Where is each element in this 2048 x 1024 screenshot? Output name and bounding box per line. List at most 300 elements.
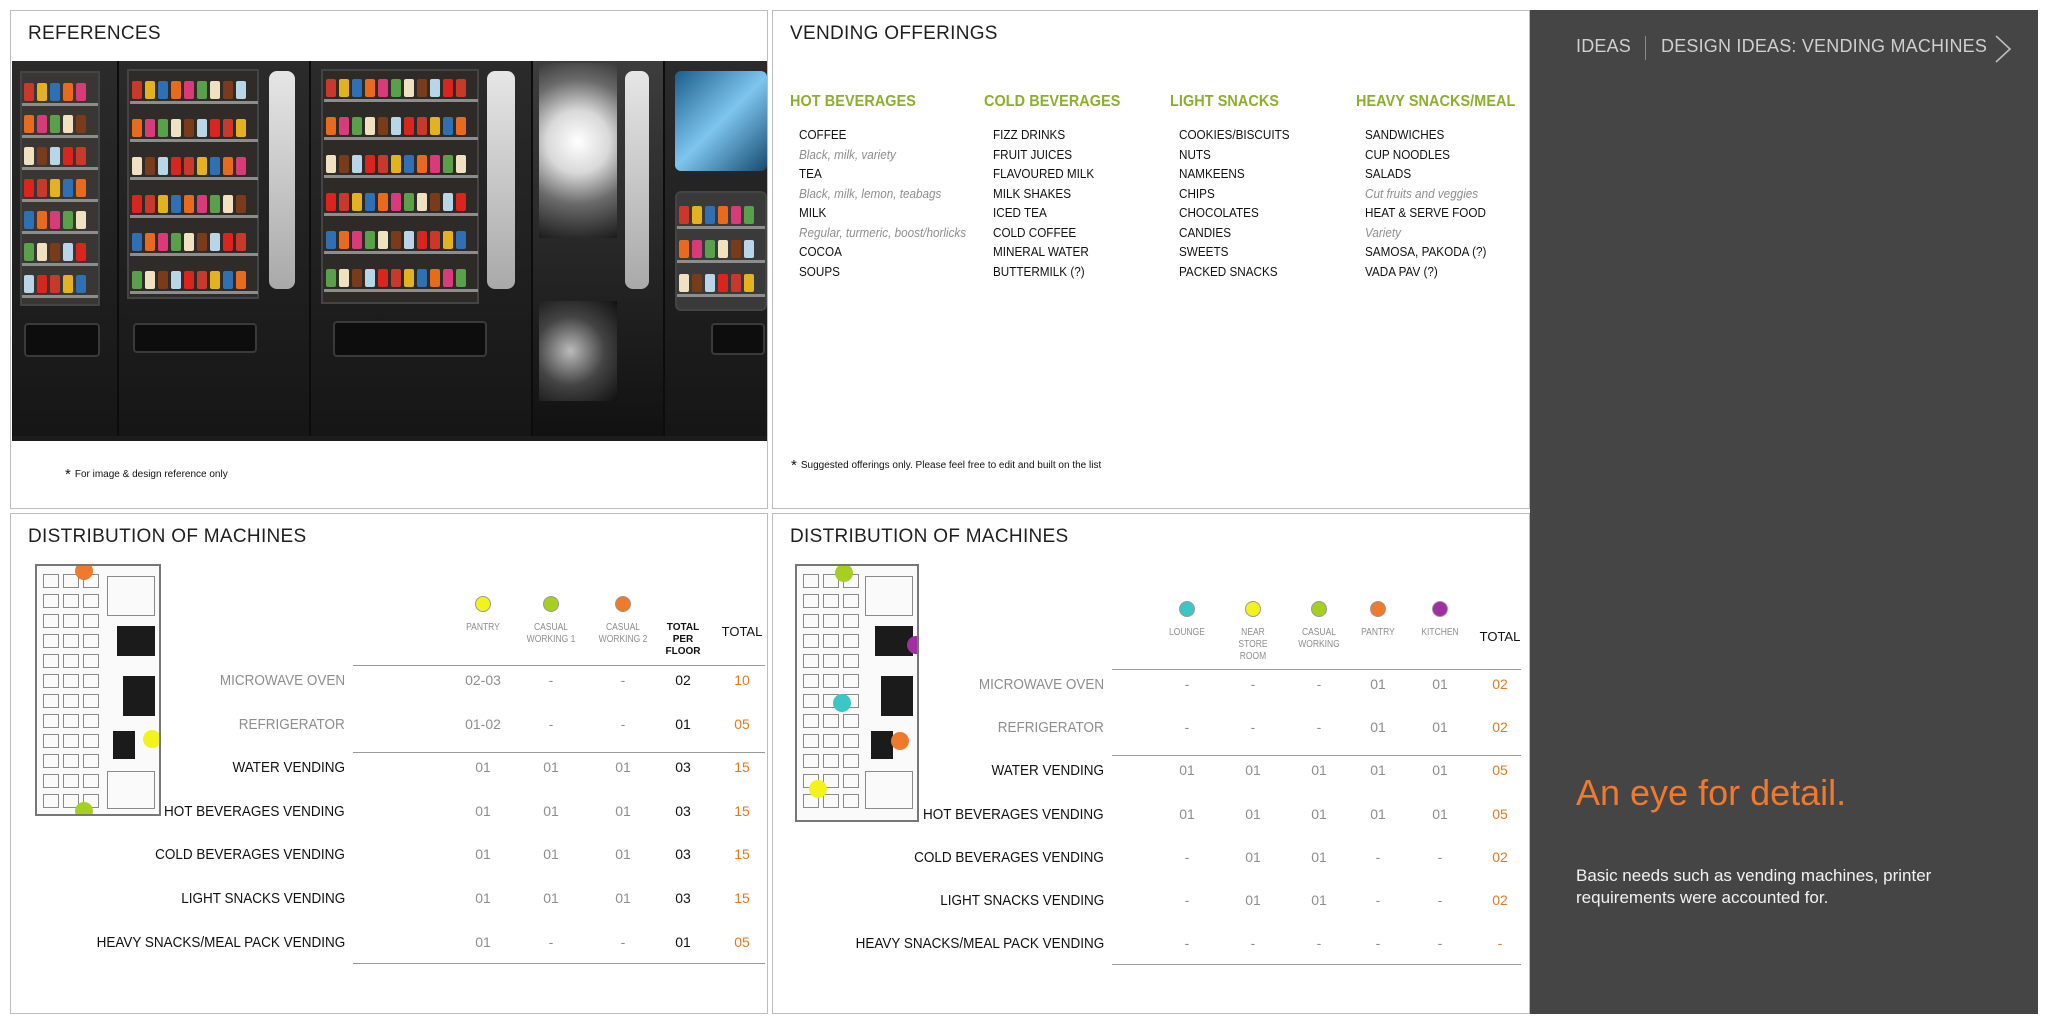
total-per-floor-cell: 01 xyxy=(675,715,691,732)
product xyxy=(718,240,728,258)
table-cell: - xyxy=(1316,935,1322,952)
product xyxy=(456,79,466,97)
product xyxy=(236,157,246,175)
product xyxy=(404,79,414,97)
shelf xyxy=(130,101,258,104)
row-label: WATER VENDING xyxy=(991,762,1104,780)
row-label: WATER VENDING xyxy=(232,759,345,777)
product xyxy=(378,117,388,135)
product xyxy=(63,243,73,261)
column-header-total-per-floor: TOTAL PER FLOOR xyxy=(665,622,701,657)
product xyxy=(50,275,60,293)
total-cell: 05 xyxy=(1492,805,1508,822)
vending-offerings-panel xyxy=(772,10,1530,509)
table-cell: 01 xyxy=(615,759,631,776)
product xyxy=(326,231,336,249)
product xyxy=(50,115,60,133)
product xyxy=(692,206,702,224)
table-cell: 01 xyxy=(1311,805,1327,822)
table-cell: 01 xyxy=(1245,762,1261,779)
product xyxy=(326,79,336,97)
product xyxy=(391,117,401,135)
product xyxy=(37,243,47,261)
desk-cluster xyxy=(803,574,819,588)
desk-cluster xyxy=(823,714,839,728)
chevron-right-icon[interactable] xyxy=(1992,34,2014,64)
table-cell: 01 xyxy=(543,802,559,819)
product xyxy=(456,117,466,135)
offering-note: Cut fruits and veggies xyxy=(1365,185,1479,201)
total-cell: 15 xyxy=(734,759,750,776)
product xyxy=(339,269,349,287)
offering-item: COLD COFFEE xyxy=(993,224,1077,240)
desk-cluster xyxy=(63,754,79,768)
desk-cluster xyxy=(83,654,99,668)
product xyxy=(456,155,466,173)
desk-cluster xyxy=(43,614,59,628)
product xyxy=(365,193,375,211)
legend-dot xyxy=(1245,601,1261,617)
product xyxy=(210,271,220,289)
column-header: LOUNGE xyxy=(1169,627,1205,638)
table-cell: - xyxy=(1375,848,1381,865)
table-divider xyxy=(1112,964,1521,965)
product xyxy=(171,81,181,99)
offering-item: CANDIES xyxy=(1179,224,1232,240)
row-label: REFRIGERATOR xyxy=(997,719,1104,737)
desk-cluster xyxy=(823,794,839,808)
product xyxy=(404,269,414,287)
location-marker xyxy=(75,802,93,816)
product xyxy=(210,195,220,213)
row-label: HOT BEVERAGES VENDING xyxy=(164,802,345,820)
table-cell: 01 xyxy=(475,759,491,776)
product xyxy=(37,211,47,229)
table-cell: 01 xyxy=(1432,762,1448,779)
shelf xyxy=(677,226,765,229)
shelf xyxy=(324,137,478,140)
product xyxy=(443,117,453,135)
desk-cluster xyxy=(43,714,59,728)
product xyxy=(339,155,349,173)
product xyxy=(132,233,142,251)
product xyxy=(184,157,194,175)
product xyxy=(197,271,207,289)
desk-cluster xyxy=(83,714,99,728)
desk-cluster xyxy=(43,574,59,588)
desk-cluster xyxy=(43,754,59,768)
product xyxy=(210,233,220,251)
product xyxy=(63,211,73,229)
offering-item: VADA PAV (?) xyxy=(1365,263,1438,279)
desk-cluster xyxy=(843,654,859,668)
product xyxy=(352,193,362,211)
product xyxy=(197,195,207,213)
table-cell: 01 xyxy=(1311,892,1327,908)
offering-heading: HOT BEVERAGES xyxy=(790,93,916,110)
table-divider xyxy=(353,752,765,753)
product xyxy=(339,231,349,249)
product xyxy=(731,206,741,224)
product xyxy=(679,206,689,224)
offering-item: SALADS xyxy=(1365,166,1412,181)
shelf xyxy=(324,289,478,292)
references-footnote: * For image & design reference only xyxy=(65,466,228,483)
product xyxy=(443,193,453,211)
table-cell: - xyxy=(1184,719,1190,736)
desk-cluster xyxy=(83,694,99,708)
table-cell: - xyxy=(1184,848,1190,865)
panel-title: VENDING OFFERINGS xyxy=(790,23,998,44)
product xyxy=(171,271,181,289)
product xyxy=(352,117,362,135)
shelf xyxy=(22,263,98,266)
table-cell: - xyxy=(1437,848,1443,865)
location-marker xyxy=(809,780,827,798)
product xyxy=(443,155,453,173)
offering-item: FLAVOURED MILK xyxy=(993,166,1095,181)
shelf xyxy=(22,135,98,138)
desk-cluster xyxy=(823,594,839,608)
table-cell: - xyxy=(1184,676,1190,692)
product xyxy=(145,271,155,289)
product xyxy=(63,179,73,197)
desk-cluster xyxy=(803,734,819,748)
table-cell: 01 xyxy=(1179,805,1195,822)
offering-item: SWEETS xyxy=(1179,244,1229,259)
meeting-room xyxy=(865,771,913,809)
product xyxy=(158,157,168,175)
desk-cluster xyxy=(843,634,859,648)
column-header-total: TOTAL xyxy=(721,624,763,639)
product xyxy=(326,155,336,173)
product xyxy=(378,193,388,211)
references-panel xyxy=(10,10,768,509)
legend-dot xyxy=(1370,601,1386,617)
desk-cluster xyxy=(843,734,859,748)
product xyxy=(404,117,414,135)
product xyxy=(37,147,47,165)
table-cell: 01 xyxy=(543,890,559,906)
table-cell: - xyxy=(548,672,554,688)
vending-machines-image xyxy=(12,61,767,441)
offering-note: Variety xyxy=(1365,224,1401,240)
product xyxy=(378,231,388,249)
column-header: NEAR STORE ROOM xyxy=(1238,627,1268,662)
offering-item: MILK SHAKES xyxy=(993,185,1072,201)
table-cell: 01 xyxy=(475,846,491,863)
product xyxy=(417,193,427,211)
product xyxy=(76,211,86,229)
product xyxy=(184,81,194,99)
total-cell: 02 xyxy=(1492,676,1508,692)
product xyxy=(50,211,60,229)
desk-cluster xyxy=(63,594,79,608)
product xyxy=(430,269,440,287)
shelf xyxy=(130,177,258,180)
desk-cluster xyxy=(843,774,859,788)
table-cell: 01 xyxy=(615,890,631,906)
core-block xyxy=(871,731,893,759)
product xyxy=(223,157,233,175)
product xyxy=(197,119,207,137)
floor-plan xyxy=(795,564,919,822)
product xyxy=(223,195,233,213)
product xyxy=(404,155,414,173)
desk-cluster xyxy=(63,774,79,788)
column-header: KITCHEN xyxy=(1421,627,1459,638)
shelf xyxy=(130,253,258,256)
product xyxy=(171,233,181,251)
product xyxy=(223,81,233,99)
table-cell: 01 xyxy=(1432,719,1448,736)
product xyxy=(339,79,349,97)
meeting-room xyxy=(865,576,913,616)
desk-cluster xyxy=(83,634,99,648)
product xyxy=(223,271,233,289)
product xyxy=(430,231,440,249)
offering-heading: LIGHT SNACKS xyxy=(1170,93,1280,110)
panel-title: REFERENCES xyxy=(28,23,161,44)
table-cell: - xyxy=(1250,676,1256,692)
product xyxy=(132,271,142,289)
row-label: MICROWAVE OVEN xyxy=(219,672,345,689)
desk-cluster xyxy=(43,674,59,688)
desk-cluster xyxy=(823,754,839,768)
panel-title: DISTRIBUTION OF MACHINES xyxy=(28,526,307,547)
product xyxy=(37,179,47,197)
product xyxy=(417,269,427,287)
shelf xyxy=(22,295,98,298)
desk-cluster xyxy=(803,714,819,728)
table-cell: 01 xyxy=(543,846,559,863)
product xyxy=(236,271,246,289)
core-block xyxy=(117,626,155,656)
location-marker xyxy=(835,564,853,582)
total-cell: 05 xyxy=(734,933,750,950)
shelf xyxy=(324,213,478,216)
table-cell: 01 xyxy=(543,759,559,776)
breadcrumb-ideas[interactable]: IDEAS xyxy=(1576,36,1632,56)
breadcrumb-separator xyxy=(1645,36,1646,60)
desk-cluster xyxy=(823,734,839,748)
desk-cluster xyxy=(83,594,99,608)
legend-dot xyxy=(1179,601,1195,617)
desk-cluster xyxy=(803,694,819,708)
product xyxy=(365,231,375,249)
product xyxy=(76,115,86,133)
meeting-room xyxy=(107,771,155,809)
desk-cluster xyxy=(63,674,79,688)
product xyxy=(404,193,414,211)
product xyxy=(76,147,86,165)
shelf xyxy=(677,294,765,297)
shelf xyxy=(324,251,478,254)
panel-title: DISTRIBUTION OF MACHINES xyxy=(790,526,1069,547)
location-marker xyxy=(833,694,851,712)
offering-item: COCOA xyxy=(799,244,842,259)
total-per-floor-cell: 02 xyxy=(675,672,691,688)
product xyxy=(223,233,233,251)
desk-cluster xyxy=(83,674,99,688)
product xyxy=(456,193,466,211)
shelf xyxy=(324,175,478,178)
product xyxy=(339,117,349,135)
distribution-panel-1 xyxy=(10,513,768,1014)
desk-cluster xyxy=(43,634,59,648)
product xyxy=(50,147,60,165)
product xyxy=(718,206,728,224)
product xyxy=(731,274,741,292)
table-cell: - xyxy=(620,672,626,688)
table-cell: 01 xyxy=(1370,719,1386,736)
product xyxy=(145,195,155,213)
offering-item: NAMKEENS xyxy=(1179,166,1245,181)
desk-cluster xyxy=(803,634,819,648)
product xyxy=(417,79,427,97)
product xyxy=(365,79,375,97)
product xyxy=(391,79,401,97)
desk-cluster xyxy=(83,774,99,788)
table-cell: 01 xyxy=(1370,805,1386,822)
product xyxy=(223,119,233,137)
desk-cluster xyxy=(83,734,99,748)
product xyxy=(210,157,220,175)
product xyxy=(24,243,34,261)
product xyxy=(391,231,401,249)
offering-item: FRUIT JUICES xyxy=(993,146,1073,162)
legend-dot xyxy=(615,596,631,612)
product xyxy=(76,83,86,101)
total-cell: 02 xyxy=(1492,848,1508,865)
product xyxy=(158,195,168,213)
offering-item: SANDWICHES xyxy=(1365,127,1445,142)
table-cell: - xyxy=(1375,892,1381,908)
product xyxy=(352,269,362,287)
table-cell: 01 xyxy=(1370,676,1386,692)
product xyxy=(744,206,754,224)
product xyxy=(145,233,155,251)
product xyxy=(158,81,168,99)
product xyxy=(339,193,349,211)
column-header: CASUAL WORKING xyxy=(1298,627,1340,650)
product xyxy=(417,231,427,249)
column-header: PANTRY xyxy=(1361,627,1395,638)
total-cell: 05 xyxy=(1492,762,1508,779)
product xyxy=(443,79,453,97)
desk-cluster xyxy=(43,694,59,708)
table-cell: - xyxy=(1316,676,1322,692)
product xyxy=(365,117,375,135)
product xyxy=(365,155,375,173)
table-cell: - xyxy=(1184,935,1190,952)
table-cell: 01 xyxy=(475,890,491,906)
total-per-floor-cell: 03 xyxy=(675,846,691,863)
product xyxy=(158,119,168,137)
legend-dot xyxy=(543,596,559,612)
table-divider xyxy=(353,963,765,964)
shelf xyxy=(130,215,258,218)
location-marker xyxy=(907,636,919,654)
desk-cluster xyxy=(63,654,79,668)
total-cell: 02 xyxy=(1492,892,1508,908)
shelf xyxy=(324,99,478,102)
shelf xyxy=(677,260,765,263)
product xyxy=(197,81,207,99)
product xyxy=(158,233,168,251)
shelf xyxy=(22,199,98,202)
product xyxy=(63,115,73,133)
offering-item: HEAT & SERVE FOOD xyxy=(1365,205,1486,220)
table-cell: - xyxy=(620,933,626,950)
product xyxy=(365,269,375,287)
product xyxy=(430,155,440,173)
offerings-footnote: * Suggested offerings only. Please feel free to edit and built on the list xyxy=(791,457,1102,474)
offering-item: CUP NOODLES xyxy=(1365,146,1450,162)
offering-item: BUTTERMILK (?) xyxy=(993,263,1085,279)
product xyxy=(326,269,336,287)
product xyxy=(679,240,689,258)
offering-item: SOUPS xyxy=(799,263,840,279)
product xyxy=(171,195,181,213)
total-per-floor-cell: 03 xyxy=(675,890,691,906)
product xyxy=(718,274,728,292)
shelf xyxy=(22,103,98,106)
product xyxy=(679,274,689,292)
table-cell: 01 xyxy=(1432,676,1448,692)
table-cell: 01 xyxy=(615,846,631,863)
total-cell: 10 xyxy=(734,672,750,688)
shelf xyxy=(130,291,258,294)
breadcrumb-current-page: DESIGN IDEAS: VENDING MACHINES xyxy=(1661,36,1988,56)
product xyxy=(24,147,34,165)
desk-cluster xyxy=(843,594,859,608)
product xyxy=(430,193,440,211)
table-cell: 01 xyxy=(1432,805,1448,822)
product xyxy=(145,119,155,137)
product xyxy=(236,119,246,137)
offering-heading: COLD BEVERAGES xyxy=(984,93,1121,110)
offering-note: Black, milk, variety xyxy=(799,146,896,162)
desk-cluster xyxy=(843,754,859,768)
table-cell: - xyxy=(548,933,554,950)
offering-item: CHOCOLATES xyxy=(1179,205,1259,220)
table-cell: 01 xyxy=(1311,762,1327,779)
table-cell: 01 xyxy=(1245,848,1261,865)
product xyxy=(692,240,702,258)
column-header: CASUAL WORKING 1 xyxy=(526,622,576,645)
product xyxy=(378,269,388,287)
total-per-floor-cell: 03 xyxy=(675,802,691,819)
product xyxy=(50,243,60,261)
table-cell: - xyxy=(1184,892,1190,908)
desk-cluster xyxy=(823,674,839,688)
product xyxy=(236,233,246,251)
offering-item: PACKED SNACKS xyxy=(1179,263,1278,279)
row-label: REFRIGERATOR xyxy=(238,715,345,733)
product xyxy=(391,155,401,173)
row-label: HEAVY SNACKS/MEAL PACK VENDING xyxy=(96,933,345,951)
table-cell: - xyxy=(1250,935,1256,952)
product xyxy=(744,240,754,258)
desk-cluster xyxy=(803,674,819,688)
table-cell: 02-03 xyxy=(465,672,501,688)
product xyxy=(404,231,414,249)
product xyxy=(352,231,362,249)
total-cell: 15 xyxy=(734,802,750,819)
offering-item: TEA xyxy=(799,166,822,181)
offering-item: FIZZ DRINKS xyxy=(993,127,1066,142)
